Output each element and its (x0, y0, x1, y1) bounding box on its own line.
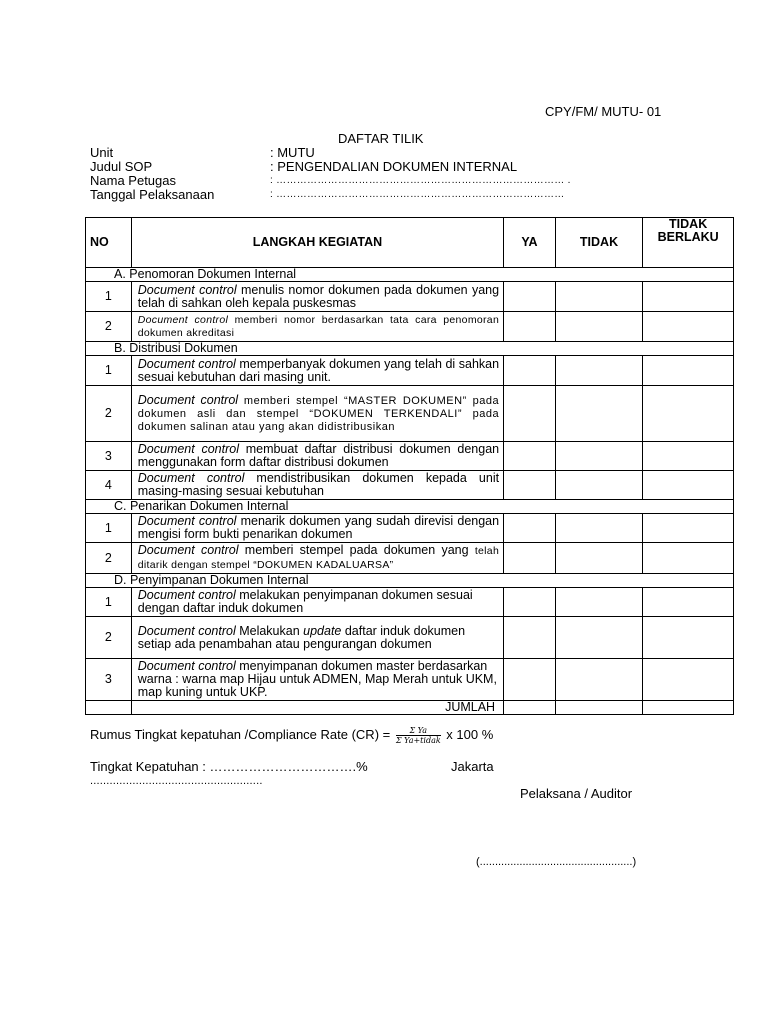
table-row (86, 282, 734, 312)
tidak-berlaku-cell[interactable] (643, 356, 734, 386)
form-header (90, 146, 690, 202)
document-code: CPY/FM/ MUTU- 01 (545, 104, 662, 119)
col-tb-line1: TIDAK (669, 217, 708, 231)
tidak-cell[interactable] (555, 356, 643, 386)
step-em: Document control (137, 514, 237, 528)
formula-denominator: Σ Ya+tidak (395, 736, 441, 745)
row-step (131, 514, 503, 543)
ya-cell[interactable] (504, 659, 556, 701)
ya-cell[interactable] (504, 442, 556, 471)
step-em: Document control (137, 313, 229, 326)
compliance-line (90, 759, 690, 774)
step-em: Document control (137, 442, 239, 456)
section-row-b (86, 342, 734, 356)
signature-blank[interactable]: (..................................................) (476, 856, 637, 868)
row-step (131, 471, 503, 500)
table-row (86, 356, 734, 386)
section-row-d (86, 574, 734, 588)
section-d-label: D. Penyimpanan Dokumen Internal (86, 574, 734, 588)
step-text: mendistribusikan dokumen kepada unit masing-masing sesuai kebutuhan (137, 471, 500, 498)
table-row (86, 588, 734, 617)
tidak-berlaku-cell[interactable] (643, 659, 734, 701)
tidak-cell[interactable] (555, 312, 643, 342)
tidak-cell[interactable] (555, 282, 643, 312)
row-no: 2 (86, 386, 132, 442)
tidak-berlaku-cell[interactable] (643, 312, 734, 342)
tanggal-value: : ………………………………………………………………………… (270, 189, 565, 200)
checklist-table (85, 217, 734, 715)
header-row-unit (90, 146, 690, 160)
ya-cell[interactable] (504, 312, 556, 342)
tidak-berlaku-cell[interactable] (643, 442, 734, 471)
header-row-petugas (90, 174, 690, 188)
table-row (86, 471, 734, 500)
step-em-2: update (303, 623, 342, 638)
table-header-row (86, 218, 734, 268)
step-em: Document control (137, 543, 239, 557)
table-row (86, 659, 734, 701)
tidak-berlaku-cell[interactable] (643, 471, 734, 500)
step-em: Document control (137, 623, 236, 638)
step-text: memberi nomor berdasarkan tata cara penomoran dokumen akreditasi (137, 313, 500, 339)
total-label: JUMLAH (131, 701, 503, 715)
ya-cell[interactable] (504, 386, 556, 442)
step-text: menulis nomor dokumen pada dokumen yang telah di sahkan oleh kepala puskesmas (137, 282, 500, 310)
section-row-a (86, 268, 734, 282)
ya-cell[interactable] (504, 282, 556, 312)
unit-label: Unit (90, 145, 114, 160)
form-title: DAFTAR TILIK (338, 131, 424, 146)
table-row (86, 442, 734, 471)
tidak-cell[interactable] (555, 471, 643, 500)
header-row-sop (90, 160, 690, 174)
tidak-cell[interactable] (555, 543, 643, 574)
tidak-cell[interactable] (555, 442, 643, 471)
step-text-2: telah ditarik dengan stempel “DOKUMEN KADALUARSA” (137, 545, 500, 571)
row-no: 1 (86, 514, 132, 543)
ya-cell[interactable] (504, 471, 556, 500)
formula-fraction (396, 726, 441, 745)
row-step (131, 543, 503, 574)
section-a-label: A. Penomoran Dokumen Internal (86, 268, 734, 282)
row-step (131, 617, 503, 659)
step-text: membuat daftar distribusi dokumen dengan menggunakan form daftar distribusi dokumen (137, 442, 500, 469)
step-text: memperbanyak dokumen yang telah di sahkan sesuai kebutuhan dari masing unit. (137, 356, 500, 384)
tidak-berlaku-cell[interactable] (643, 386, 734, 442)
step-em: Document control (137, 471, 245, 485)
total-tidak-berlaku-cell[interactable] (643, 701, 734, 715)
section-row-c (86, 500, 734, 514)
row-no: 2 (86, 312, 132, 342)
section-b-label: B. Distribusi Dokumen (86, 342, 734, 356)
compliance-label: Tingkat Kepatuhan : …………………………….% (90, 759, 368, 774)
formula-numerator: Σ Ya (396, 726, 441, 736)
col-step-header: LANGKAH KEGIATAN (131, 218, 503, 268)
date-dots: ..................................................... (90, 775, 263, 787)
step-em: Document control (137, 282, 237, 297)
row-no: 1 (86, 282, 132, 312)
formula-suffix: x 100 % (442, 726, 494, 742)
table-row (86, 312, 734, 342)
ya-cell[interactable] (504, 356, 556, 386)
row-step (131, 659, 503, 701)
ya-cell[interactable] (504, 588, 556, 617)
row-no: 3 (86, 659, 132, 701)
row-no: 2 (86, 617, 132, 659)
total-no-cell (86, 701, 132, 715)
row-no: 1 (86, 588, 132, 617)
step-em: Document control (137, 659, 236, 673)
tidak-cell[interactable] (555, 617, 643, 659)
step-text: Melakukan (235, 623, 304, 638)
col-tidak-berlaku-header (643, 218, 734, 268)
row-step (131, 282, 503, 312)
tidak-berlaku-cell[interactable] (643, 514, 734, 543)
row-step (131, 312, 503, 342)
step-em: Document control (137, 356, 236, 371)
tidak-cell[interactable] (555, 659, 643, 701)
tidak-berlaku-cell[interactable] (643, 543, 734, 574)
petugas-label: Nama Petugas (90, 173, 176, 188)
step-text: menarik dokumen yang sudah direvisi dengan mengisi form bukti penarikan dokumen (137, 514, 500, 541)
header-row-tanggal (90, 188, 690, 202)
row-no: 2 (86, 543, 132, 574)
total-ya-cell[interactable] (504, 701, 556, 715)
ya-cell[interactable] (504, 514, 556, 543)
step-em: Document control (137, 392, 239, 407)
row-no: 3 (86, 442, 132, 471)
step-text: melakukan penyimpanan dokumen sesuai dengan daftar induk dokumen (137, 588, 473, 615)
col-tidak-header: TIDAK (555, 218, 643, 268)
table-row (86, 514, 734, 543)
compliance-formula (90, 726, 493, 745)
row-step (131, 356, 503, 386)
col-tb-line2: BERLAKU (657, 230, 719, 244)
tidak-berlaku-cell[interactable] (643, 282, 734, 312)
col-ya-header: YA (504, 218, 556, 268)
step-text: memberi stempel pada dokumen yang (238, 543, 475, 557)
tidak-cell[interactable] (555, 514, 643, 543)
tidak-cell[interactable] (555, 588, 643, 617)
table-row (86, 386, 734, 442)
step-text-2: daftar induk dokumen setiap ada penambahan atau pengurangan dokumen (137, 623, 466, 651)
formula-prefix: Rumus Tingkat kepatuhan /Compliance Rate (CR) = (90, 726, 394, 742)
row-step (131, 442, 503, 471)
sop-label: Judul SOP (90, 159, 153, 174)
col-no-header: NO (86, 218, 132, 268)
row-step (131, 588, 503, 617)
total-row (86, 701, 734, 715)
row-no: 1 (86, 356, 132, 386)
step-em: Document control (137, 588, 236, 602)
step-text: menyimpanan dokumen master berdasarkan warna : warna map Hijau untuk ADMEN, Map Merah untuk UKM, map kuning untuk UKP. (137, 659, 497, 699)
table-row (86, 543, 734, 574)
section-c-label: C. Penarikan Dokumen Internal (86, 500, 734, 514)
ya-cell[interactable] (504, 617, 556, 659)
tanggal-label: Tanggal Pelaksanaan (90, 187, 215, 202)
tidak-berlaku-cell[interactable] (643, 588, 734, 617)
sop-value: : PENGENDALIAN DOKUMEN INTERNAL (270, 159, 518, 174)
city-label: Jakarta (451, 759, 494, 774)
step-text: memberi stempel “MASTER DOKUMEN” pada dokumen asli dan stempel “DOKUMEN TERKENDALI” pada dokumen salinan atau yang akan didistribusikan (137, 394, 500, 433)
table-row (86, 617, 734, 659)
auditor-role: Pelaksana / Auditor (520, 786, 633, 801)
row-no: 4 (86, 471, 132, 500)
total-tidak-cell[interactable] (555, 701, 643, 715)
tidak-berlaku-cell[interactable] (643, 617, 734, 659)
row-step (131, 386, 503, 442)
tidak-cell[interactable] (555, 386, 643, 442)
petugas-value: : ………………………………………………………………………… . (270, 175, 571, 186)
ya-cell[interactable] (504, 543, 556, 574)
unit-value: : MUTU (270, 145, 315, 160)
